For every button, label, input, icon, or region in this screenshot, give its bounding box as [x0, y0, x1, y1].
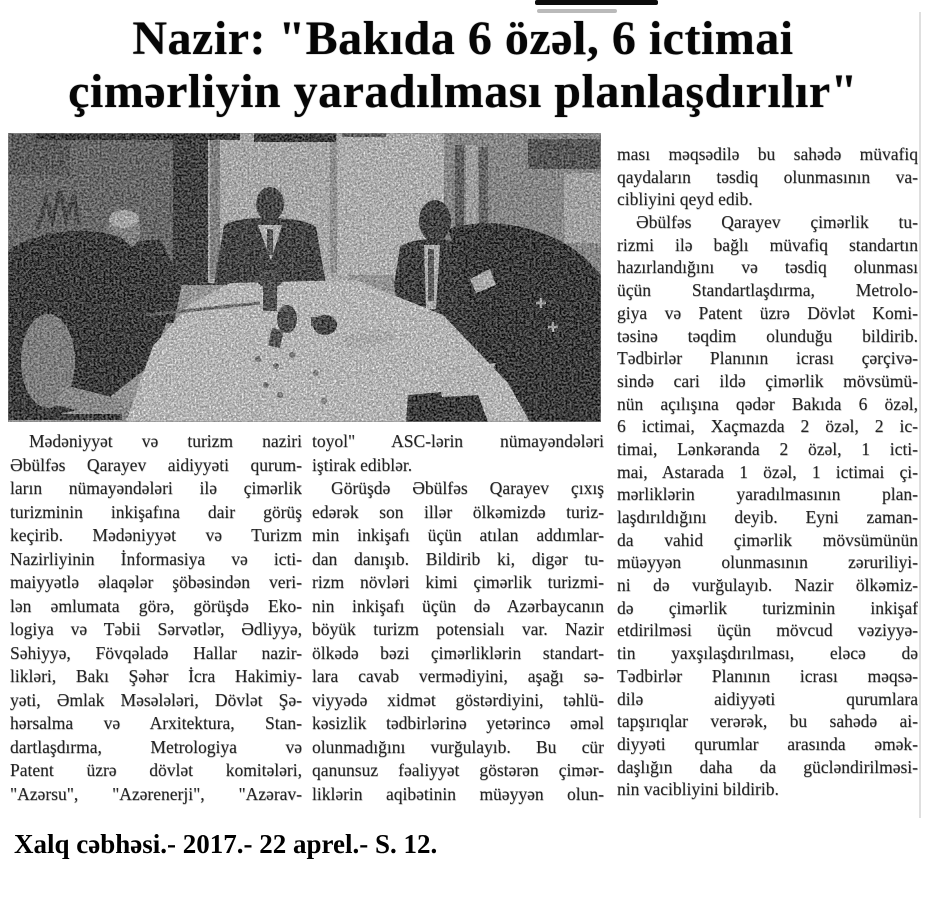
article-line: mərliklərin yaradılmasının plan-	[617, 484, 918, 505]
article-line: təsinə təqdim olunduğu bildirib.	[617, 325, 918, 346]
article-line: turizminin inkişafına dair görüş	[10, 501, 302, 522]
article-line: maiyyətlə əlaqələr şöbəsindən veri-	[10, 572, 302, 592]
article-line: müəyyən olunmasının zəruriliyi-	[617, 552, 918, 573]
scan-artifact-bar	[535, 0, 658, 5]
article-line: rizmi ilə bağlı müvafiq standartın	[617, 234, 918, 255]
article-line: dartlaşdırma, Metrologiya və	[10, 736, 302, 757]
meeting-photo	[8, 133, 601, 422]
article-line: Səhiyyə, Fövqəladə Hallar nazir-	[10, 642, 302, 663]
article-line: nin vacibliyini bildirib.	[617, 779, 779, 800]
article-line: lən əmlumata görə, görüşdə Eko-	[10, 595, 302, 616]
article-line: nin inkişafı üçün də Azərbaycanın	[312, 595, 604, 616]
article-headline	[0, 12, 926, 118]
article-line: min inkişafı üçün atılan addımlar-	[312, 525, 604, 545]
source-citation: Xalq cəbhəsi.- 2017.- 22 aprel.- S. 12.	[14, 829, 438, 859]
article-line: ların nümayəndələri ilə çimərlik	[10, 478, 302, 498]
article-line: üçün Standartlaşdırma, Metrolo-	[617, 280, 918, 301]
article-line: hazırlandığını və təsdiq olunması	[617, 257, 918, 278]
article-line: keçirib. Mədəniyyət və Turizm	[10, 525, 302, 545]
article-line: tapşırıqlar verərək, bu sahədə ai-	[617, 711, 918, 732]
article-line: qaydaların təsdiq olunmasının va-	[617, 166, 918, 187]
article-line: Tədbirlər Planının icrası məqsə-	[617, 665, 918, 686]
article-line: Tədbirlər Planının icrası çərçivə-	[617, 348, 918, 369]
article-line: giya və Patent üzrə Dövlət Komi-	[617, 302, 918, 323]
article-line: Əbülfəs Qarayev aidiyyəti qurum-	[10, 454, 302, 475]
article-line: sində cari ildə çimərlik mövsümü-	[617, 370, 918, 391]
article-line: viyyədə xidmət göstərdiyini, təhlü-	[312, 689, 604, 710]
article-line: kəsizlik tədbirlərinə yetərincə əməl	[312, 713, 604, 733]
article-line: daşlığın daha da gücləndirilməsi-	[617, 756, 918, 777]
article-line: ması məqsədilə bu sahədə müvafiq	[617, 144, 918, 164]
article-line: tin yaxşılaşdırılması, eləcə də	[617, 643, 918, 664]
article-column-2	[312, 430, 604, 806]
article-line: etdirilməsi üçün mövcud vəziyyə-	[617, 620, 918, 641]
article-column-3	[617, 143, 918, 801]
article-line: da vahid çimərlik mövsümünün	[617, 529, 918, 550]
article-line: laşdırıldığını deyib. Eyni zaman-	[617, 507, 918, 527]
article-line: yəti, Əmlak Məsələləri, Dövlət Şə-	[10, 689, 302, 710]
article-line: timai, Lənkəranda 2 özəl, 1 icti-	[617, 438, 918, 459]
meeting-photo-illustration	[8, 133, 601, 422]
article-line: toyol" ASC-lərin nümayəndələri	[312, 431, 604, 451]
headline-line-2: çimərliyin yaradılması planlaşdırılır"	[68, 65, 858, 118]
article-line: olunmadığını vurğulayıb. Bu cür	[312, 736, 604, 757]
article-line: də çimərlik turizminin inkişaf	[617, 597, 918, 618]
article-line: dilə aidiyyəti qurumlara	[617, 688, 918, 709]
article-line: ölkədə bəzi çimərliklərin standart-	[312, 642, 604, 663]
article-line: qanunsuz fəaliyyət göstərən çimər-	[312, 760, 604, 780]
article-line: hərsalma və Arxitektura, Stan-	[10, 713, 302, 733]
article-line: "Azərsu", "Azərenerji", "Azərav-	[10, 783, 302, 804]
article-line: iştirak ediblər.	[312, 454, 413, 475]
article-line: Əbülfəs Qarayev çimərlik tu-	[636, 212, 918, 233]
article-line: nün açılışına qədər Bakıda 6 özəl,	[617, 393, 918, 414]
article-line: dan danışıb. Bildirib ki, digər tu-	[312, 548, 604, 569]
article-line: rizm növləri kimi çimərlik turizmi-	[312, 572, 604, 592]
article-line: mai, Astarada 1 özəl, 1 ictimai çi-	[617, 461, 918, 482]
article-line: böyük turizm potensialı var. Nazir	[312, 619, 604, 639]
scan-artifact-edge-line	[919, 12, 921, 818]
article-line: Görüşdə Əbülfəs Qarayev çıxış	[331, 478, 604, 498]
article-line: logiya və Təbii Sərvətlər, Ədliyyə,	[10, 619, 302, 639]
article-line: cibliyini qeyd edib.	[617, 189, 753, 210]
article-line: edərək son illər ölkəmizdə turiz-	[312, 501, 604, 522]
article-line: ni də vurğulayıb. Nazir ölkəmiz-	[617, 575, 918, 596]
article-line: Patent üzrə dövlət komitələri,	[10, 760, 302, 780]
article-line: likləri, Bakı Şəhər İcra Hakimiy-	[10, 666, 302, 686]
article-line: diyyəti qurumlar arasında əmək-	[617, 733, 918, 754]
article-line: Mədəniyyət və turizm naziri	[29, 431, 302, 451]
article-line: Nazirliyinin İnformasiya və icti-	[10, 548, 302, 569]
article-line: liklərin aqibətinin müəyyən olun-	[312, 783, 604, 804]
article-line: 6 ictimai, Xaçmazda 2 özəl, 2 ic-	[617, 416, 918, 437]
article-line: lara cavab vermədiyini, aşağı sə-	[312, 666, 604, 686]
headline-line-1: Nazir: "Bakıda 6 özəl, 6 ictimai	[132, 12, 794, 65]
article-column-1	[10, 430, 302, 806]
